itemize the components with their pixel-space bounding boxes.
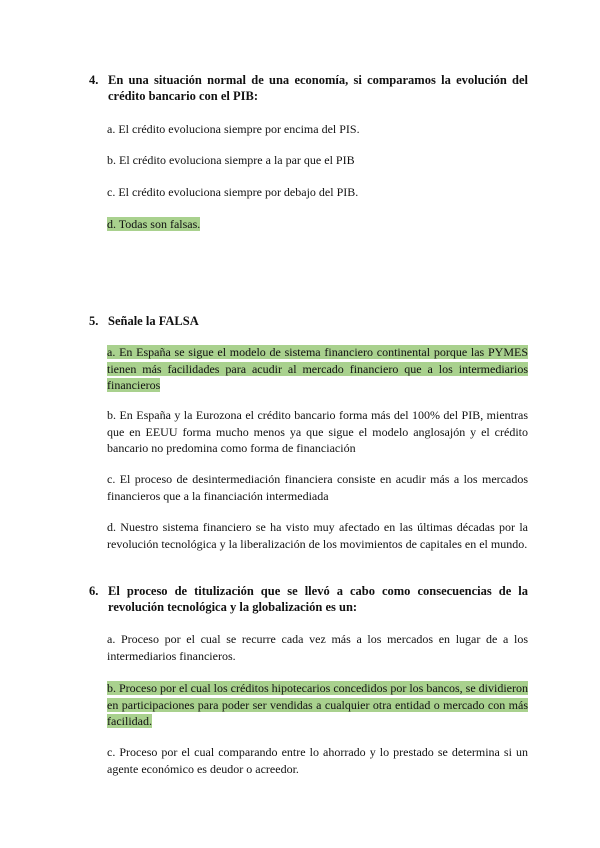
question-text: El proceso de titulización que se llevó a cabo como consecuencias de la revolución tecnológica y la globalización es un: (108, 584, 528, 614)
question-number: 6. (89, 584, 99, 598)
question-6-heading (89, 583, 528, 615)
option-6b-correct: b. Proceso por el cual los créditos hipotecarios concedidos por los bancos, se dividieron en participaciones para poder ser vendidas a cualquier otra entidad o mercado con más facilidad. (107, 681, 528, 728)
question-text: En una situación normal de una economía, si comparamos la evolución del crédito bancario con el PIB: (108, 73, 528, 103)
question-number: 5. (89, 314, 99, 328)
option-6c: c. Proceso por el cual comparando entre lo ahorrado y lo prestado se determina si un agente económico es deudor o acreedor. (107, 745, 528, 776)
option-5d: d. Nuestro sistema financiero se ha visto muy afectado en las últimas décadas por la revolución tecnológica y la liberalización de los movimientos de capitales en el mundo. (107, 520, 528, 551)
option-5a-correct: a. En España se sigue el modelo de sistema financiero continental porque las PYMES tienen más facilidades para acudir al mercado financiero que a los intermediarios financieros (107, 345, 528, 392)
question-number: 4. (89, 73, 99, 87)
question-4 (89, 72, 528, 104)
option-4d-correct: d. Todas son falsas. (107, 217, 201, 231)
option-4b: b. El crédito evoluciona siempre a la par que el PIB (107, 153, 355, 167)
question-text: Señale la FALSA (108, 314, 199, 328)
question-6 (89, 583, 528, 615)
option-5c: c. El proceso de desintermediación financiera consiste en acudir más a los mercados financieros que a la financiación intermediada (107, 472, 528, 503)
question-4-heading (89, 72, 528, 104)
question-5-heading (89, 313, 528, 329)
option-5b: b. En España y la Eurozona el crédito bancario forma más del 100% del PIB, mientras que en EEUU forma mucho menos ya que sigue el modelo anglosajón y el crédito bancario no predomina como forma de financiación (107, 408, 528, 455)
option-4c: c. El crédito evoluciona siempre por debajo del PIB. (107, 185, 359, 199)
option-4a: a. El crédito evoluciona siempre por encima del PIS. (107, 122, 360, 136)
option-6a: a. Proceso por el cual se recurre cada vez más a los mercados en lugar de a los intermediarios financieros. (107, 632, 528, 663)
question-5 (89, 313, 528, 329)
